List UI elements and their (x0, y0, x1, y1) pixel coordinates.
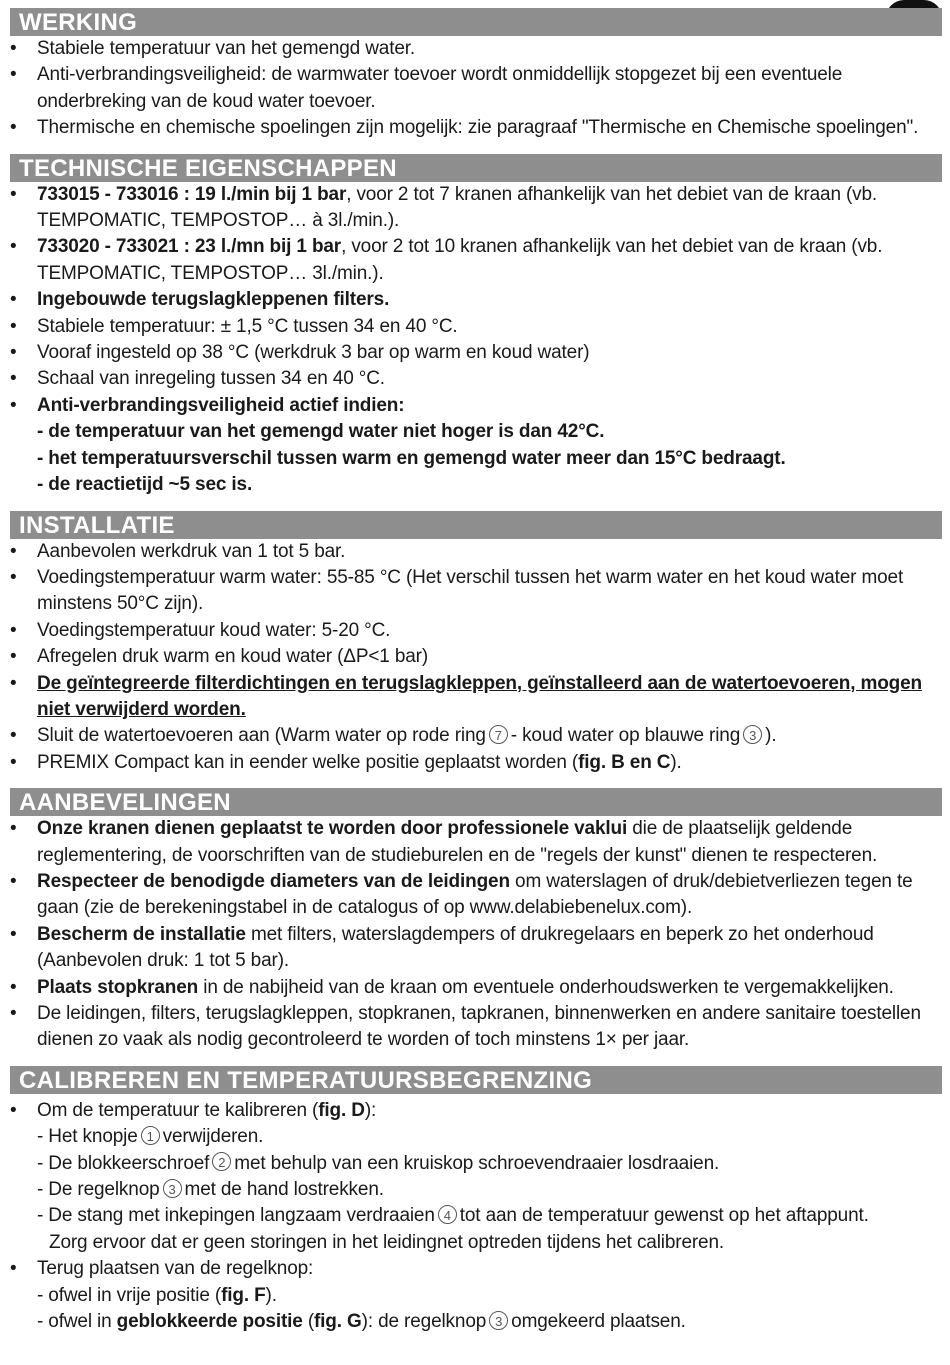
sub-item: - de reactietijd ~5 sec is. (37, 474, 253, 496)
model-flow-733015: 733015 - 733016 : 19 l./min bij 1 bar (37, 183, 347, 205)
model-flow-733020: 733020 - 733021 : 23 l./mn bij 1 bar (37, 236, 342, 258)
list-item-text: , voor 2 tot 10 kranen afhankelijk van het debiet van de kraan (vb. TEMPOMATIC, TEMPOSTOP… 3l./min.). (37, 236, 883, 284)
list-item-text: ). (765, 725, 777, 747)
list-item-text: die de plaatselijk geldende reglementering, de voorschriften van de studieburelen en de "regels der kunst" dienen te respecteren. (37, 818, 878, 866)
callout-number: 2 (212, 1152, 231, 1171)
sub-item (37, 1309, 942, 1335)
list-item-text: Terug plaatsen van de regelknop: (37, 1258, 314, 1280)
list-item-text: met filters, waterslagdempers of drukregelaars en beperk zo het onderhoud (Aanbevolen druk: 1 tot 5 bar). (37, 923, 874, 972)
list-item (0, 393, 950, 499)
list-item-text: Om de temperatuur te kalibreren ( (37, 1099, 319, 1121)
list-item: • Schaal van inregeling tussen 34 en 40 °C. (0, 366, 950, 392)
figure-reference: fig. B en C (578, 751, 671, 773)
list-item-bold: Bescherm de installatie (37, 923, 246, 945)
list-item: • Stabiele temperatuur: ± 1,5 °C tussen 34 en 40 °C. (0, 314, 950, 340)
sub-item-text: ): de regelknop (361, 1311, 487, 1333)
list-item-text: in de nabijheid van de kraan om eventuele onderhoudswerken te vergemakkelijken. (198, 976, 894, 998)
callout-number: 1 (141, 1126, 160, 1145)
calib-list (0, 1098, 950, 1336)
sub-item (37, 1124, 942, 1150)
list-item: • Anti-verbrandingsveiligheid: de warmwater toevoer wordt onmiddellijk stopgezet bij een eventuele onderbreking van de koud water toevoer. (0, 62, 950, 115)
sub-item-text: ). (265, 1284, 277, 1306)
list-item (0, 869, 950, 922)
sub-item: - het temperatuursverschil tussen warm en gemengd water meer dan 15°C bedraagt. (37, 447, 786, 469)
install-list (0, 539, 950, 777)
sub-item-text: - ofwel in vrije positie ( (37, 1284, 222, 1306)
sub-item-text: tot aan de temperatuur gewenst op het aftappunt. (459, 1205, 869, 1227)
list-item: • Voedingstemperatuur warm water: 55-85 °C (Het verschil tussen het warm water en het koud water moet minstens 50°C zijn). (0, 565, 950, 618)
list-item: • Thermische en chemische spoelingen zijn mogelijk: zie paragraaf "Thermische en Chemische spoelingen". (0, 115, 950, 141)
werking-list (0, 36, 950, 142)
list-item (0, 287, 950, 313)
callout-number: 4 (438, 1205, 457, 1224)
section-title-calibreren: CALIBREREN EN TEMPERATUURSBEGRENZING (10, 1066, 942, 1094)
list-item (0, 671, 950, 724)
figure-reference: fig. G (314, 1311, 362, 1333)
list-item: • Vooraf ingesteld op 38 °C (werkdruk 3 bar op warm en koud water) (0, 340, 950, 366)
section-title-aanbevelingen: AANBEVELINGEN (10, 788, 942, 816)
warning-text: De geïntegreerde filterdichtingen en terugslagkleppen, geïnstalleerd aan de watertoevoeren, mogen niet verwijderd worden. (37, 672, 923, 720)
list-item-text: Sluit de watertoevoeren aan (Warm water op rode ring (37, 725, 486, 747)
list-item-text: ): (364, 1099, 377, 1121)
sub-item-text: - De stang met inkepingen langzaam verdraaien (37, 1205, 435, 1227)
list-item-text: PREMIX Compact kan in eender welke positie geplaatst worden ( (37, 751, 579, 773)
callout-number: 3 (163, 1179, 182, 1198)
list-item (0, 182, 950, 235)
sub-item-text: verwijderen. (162, 1126, 264, 1148)
callout-number: 7 (489, 725, 508, 744)
sub-item-text: - De blokkeerschroef (37, 1152, 210, 1174)
list-item: • De leidingen, filters, terugslagkleppen, stopkranen, tapkranen, binnenwerken en andere sanitaire toestellen dienen zo vaak als nodig gecontroleerd te worden of toch minstens 1× per jaar. (0, 1001, 950, 1054)
list-item: • Afregelen druk warm en koud water (ΔP<1 bar) (0, 644, 950, 670)
tech-list (0, 182, 950, 499)
list-item-bold: Respecteer de benodigde diameters van de leidingen (37, 870, 510, 892)
list-item (0, 1256, 950, 1335)
sub-item-text: - Het knopje (37, 1126, 138, 1148)
list-item-text: ). (670, 751, 682, 773)
list-item (0, 750, 950, 776)
list-item-bold: Onze kranen dienen geplaatst te worden door professionele vaklui (37, 818, 628, 840)
list-item-bold: Plaats stopkranen (37, 976, 199, 998)
aanbev-list (0, 816, 950, 1054)
document-page (0, 8, 950, 1335)
sub-item-continuation: Zorg ervoor dat er geen storingen in het leidingnet optreden tijdens het calibreren. (49, 1231, 725, 1253)
list-item: • Aanbevolen werkdruk van 1 tot 5 bar. (0, 539, 950, 565)
list-item: • Voedingstemperatuur koud water: 5-20 °C. (0, 618, 950, 644)
sub-item (37, 1283, 942, 1309)
list-item-bold: Anti-verbrandingsveiligheid actief indien: (37, 394, 405, 416)
list-item (0, 234, 950, 287)
section-title-installatie: INSTALLATIE (10, 511, 942, 539)
sub-item-text: met behulp van een kruiskop schroevendraaier losdraaien. (234, 1152, 720, 1174)
callout-number: 3 (489, 1311, 508, 1330)
sub-item (37, 1177, 942, 1203)
sub-item-text: ( (302, 1311, 314, 1333)
list-item (0, 975, 950, 1001)
list-item-text: om waterslagen of druk/debietverliezen tegen te gaan (zie de berekeningstabel in de catalogus of op www.delabiebenelux.com). (37, 870, 913, 919)
section-title-werking: WERKING (10, 8, 942, 36)
list-item (0, 922, 950, 975)
figure-reference: fig. D (318, 1099, 365, 1121)
sub-item (37, 1151, 942, 1177)
list-item-text: - koud water op blauwe ring (510, 725, 741, 747)
callout-number: 3 (743, 725, 762, 744)
list-item (0, 1098, 950, 1256)
list-item: • Stabiele temperatuur van het gemengd water. (0, 36, 950, 62)
sub-item (37, 1203, 942, 1229)
sub-item-text: - De regelknop (37, 1179, 160, 1201)
list-item-bold: Ingebouwde terugslagkleppenen filters. (37, 289, 390, 311)
list-item (0, 816, 950, 869)
sub-item: - de temperatuur van het gemengd water niet hoger is dan 42°C. (37, 421, 605, 443)
figure-reference: fig. F (221, 1284, 266, 1306)
list-item (0, 723, 950, 749)
sub-item-bold: geblokkeerde positie (116, 1311, 303, 1333)
sub-item-text: - ofwel in (37, 1311, 117, 1333)
sub-item-text: omgekeerd plaatsen. (511, 1311, 686, 1333)
sub-item-text: met de hand lostrekken. (184, 1179, 384, 1201)
section-title-technische-eigenschappen: TECHNISCHE EIGENSCHAPPEN (10, 154, 942, 182)
list-item-text: , voor 2 tot 7 kranen afhankelijk van het debiet van de kraan (vb. TEMPOMATIC, TEMPOSTOP… à 3l./min.). (37, 183, 878, 232)
